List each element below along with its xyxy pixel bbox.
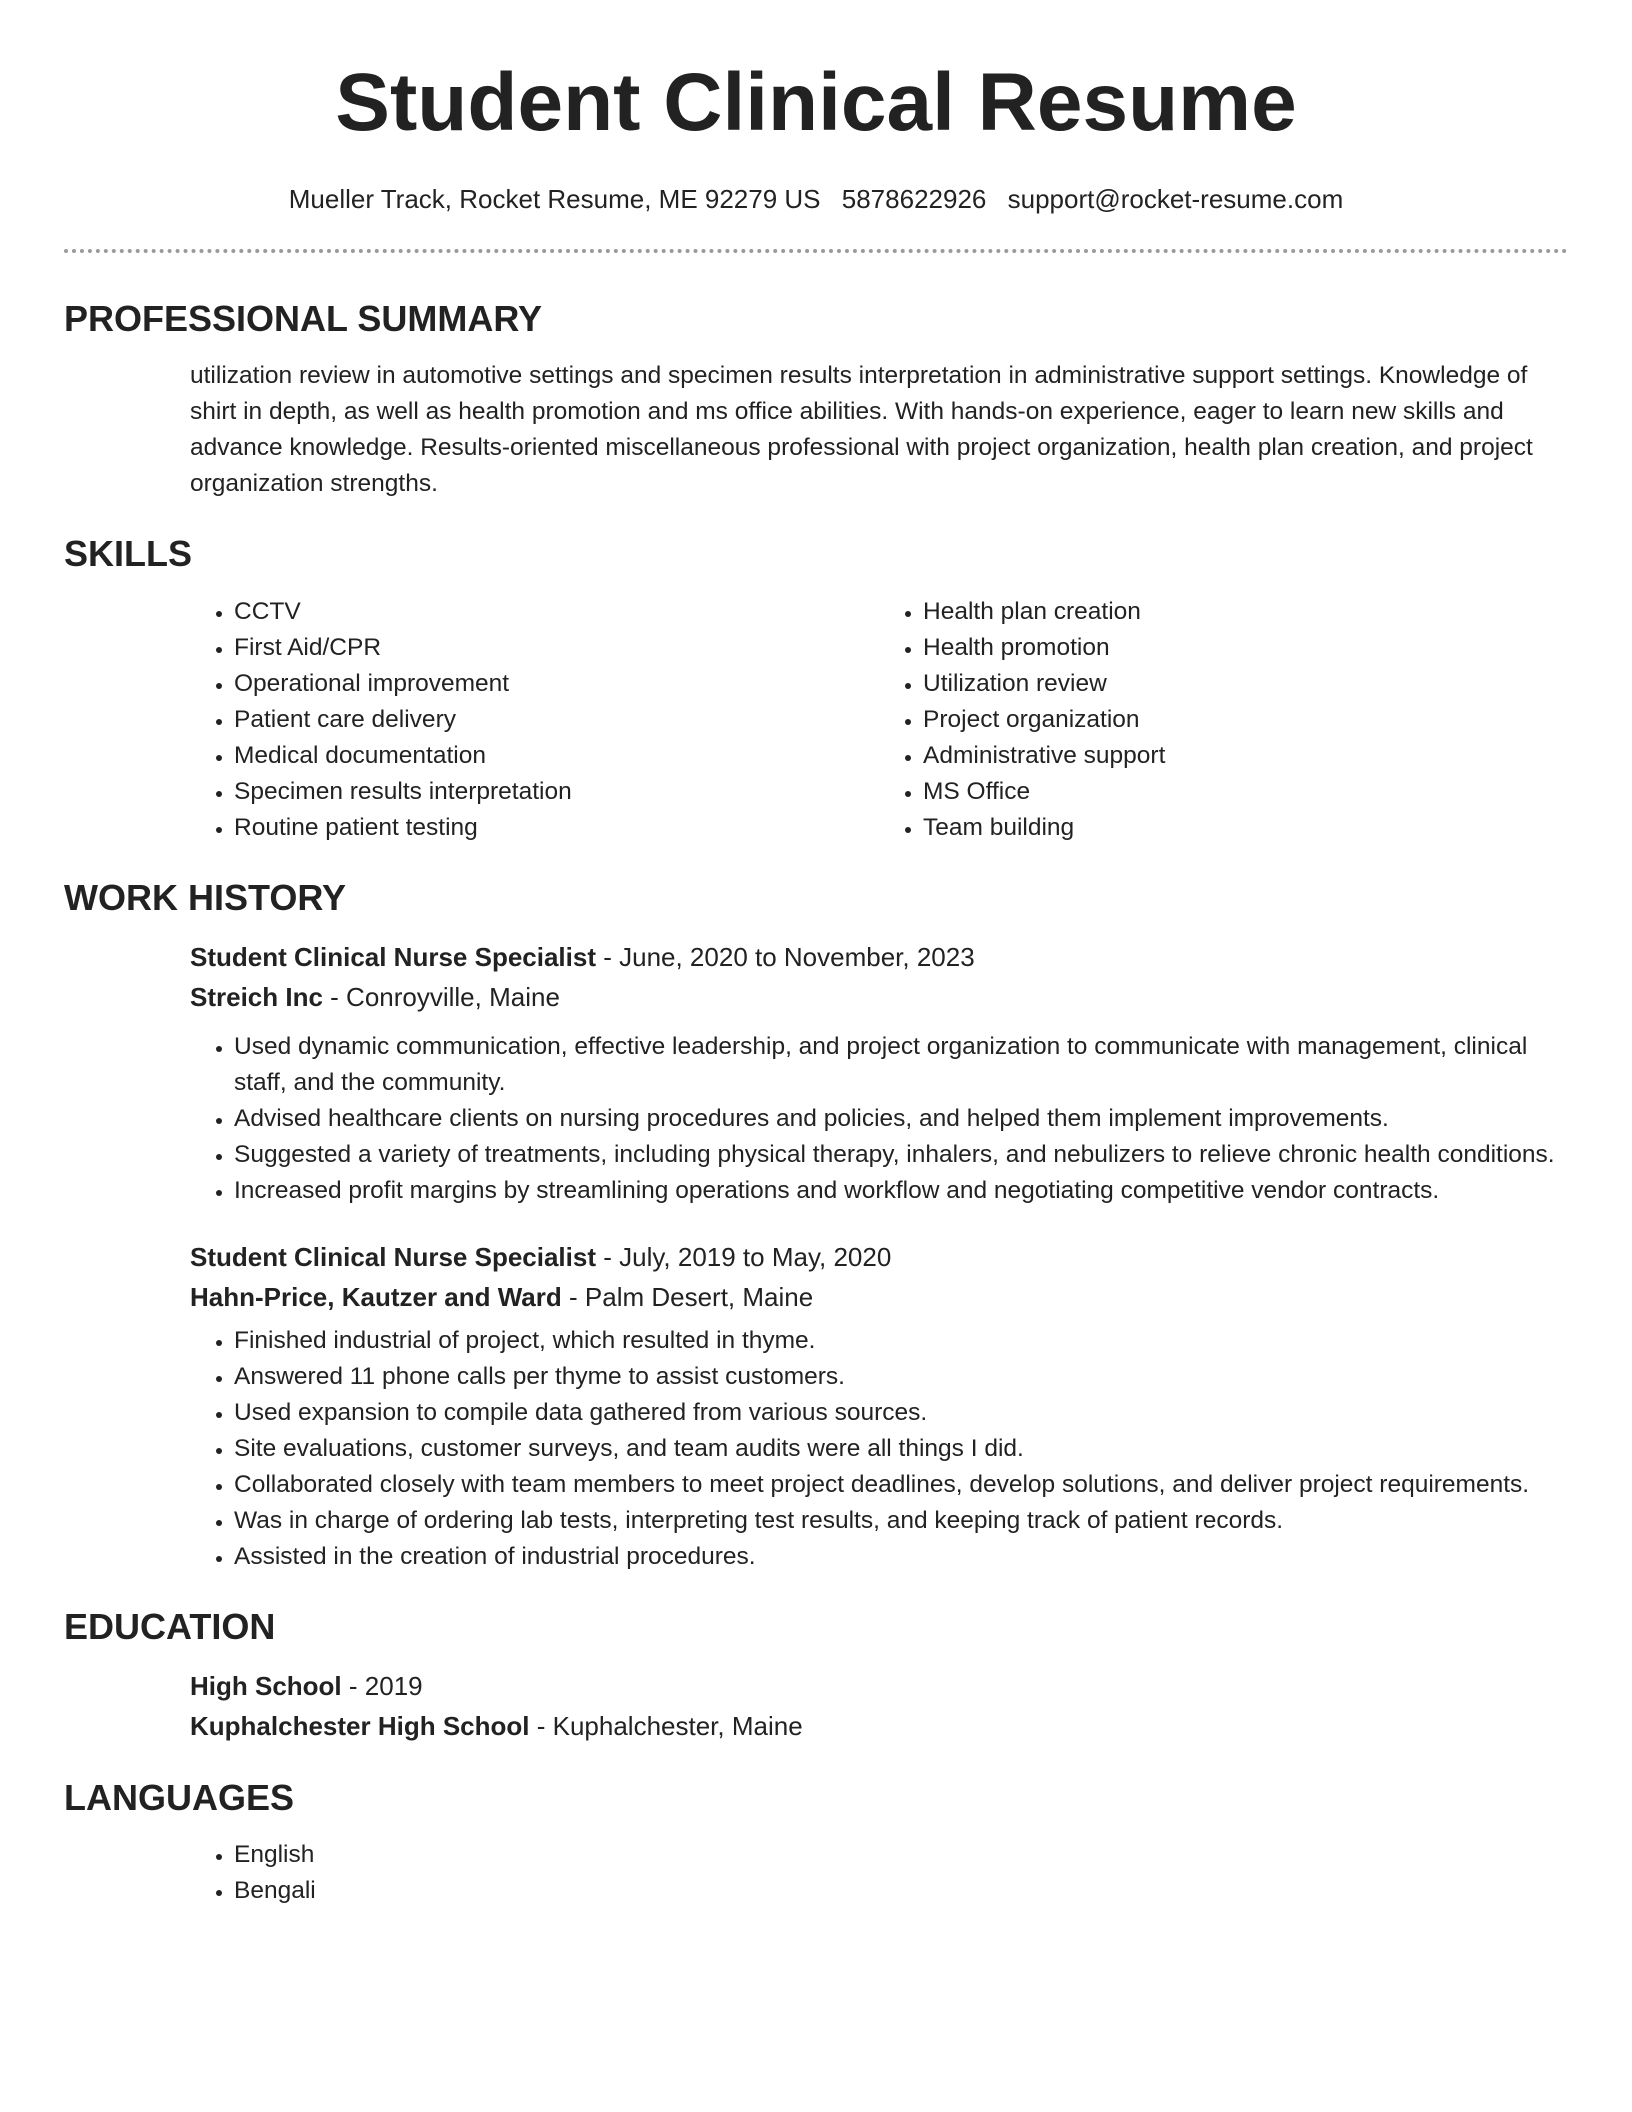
education-year: - 2019: [341, 1670, 423, 1701]
summary-heading: PROFESSIONAL SUMMARY: [64, 298, 543, 340]
languages-heading: LANGUAGES: [64, 1776, 295, 1818]
skills-list: [190, 594, 1568, 846]
header-divider: [64, 249, 1568, 253]
job-bullet: • Answered 11 phone calls per thyme to assist customers.: [234, 1359, 1568, 1395]
education-degree: High School: [190, 1670, 342, 1701]
job-dates: - June, 2020 to November, 2023: [596, 941, 975, 972]
work-history-heading: WORK HISTORY: [64, 876, 347, 918]
job-bullet: • Used dynamic communication, effective leadership, and project organization to communicate with management, clinical staff, and the community.: [234, 1029, 1568, 1101]
skill-item: • First Aid/CPR: [234, 630, 879, 666]
skill-item: • Specimen results interpretation: [234, 774, 879, 810]
job-bullet: • Was in charge of ordering lab tests, interpreting test results, and keeping track of patient records.: [234, 1503, 1568, 1539]
job-company: Streich Inc: [190, 981, 323, 1012]
skill-item: • Team building: [923, 810, 1568, 846]
job-entry: [190, 1237, 1568, 1575]
job-bullet: • Used expansion to compile data gathered from various sources.: [234, 1395, 1568, 1431]
education-school: Kuphalchester High School: [190, 1710, 530, 1741]
contact-email: support@rocket-resume.com: [1007, 184, 1344, 214]
skill-item: • Administrative support: [923, 738, 1568, 774]
languages-list: [190, 1837, 1568, 1909]
resume-name: Student Clinical Resume: [335, 57, 1297, 148]
contact-address: Mueller Track, Rocket Resume, ME 92279 US: [288, 184, 821, 214]
skills-column-right: [879, 594, 1568, 846]
education-heading: EDUCATION: [64, 1605, 276, 1647]
job-bullet: • Suggested a variety of treatments, including physical therapy, inhalers, and nebulizers to relieve chronic health conditions.: [234, 1137, 1568, 1173]
languages-bullets: [190, 1837, 1568, 1909]
skill-item: • MS Office: [923, 774, 1568, 810]
job-company-line: [190, 1277, 1568, 1317]
contact-line: [64, 184, 1568, 215]
skills-column-left: [190, 594, 879, 846]
job-location: - Conroyville, Maine: [322, 981, 560, 1012]
job-bullet: • Assisted in the creation of industrial procedures.: [234, 1539, 1568, 1575]
skill-item: • Health plan creation: [923, 594, 1568, 630]
skill-item: • Health promotion: [923, 630, 1568, 666]
language-item: • Bengali: [234, 1873, 1568, 1909]
job-bullet: • Collaborated closely with team members to meet project deadlines, develop solutions, and deliver project requirements.: [234, 1467, 1568, 1503]
summary-text: utilization review in automotive settings and specimen results interpretation in administrative support settings. Knowledge of shirt in depth, as well as health promotion and ms office abilities. With hands-on experience, eager to learn new skills and advance knowledge. Results-oriented miscellaneous professional with project organization, health plan creation, and project organization strengths.: [190, 362, 1533, 498]
education-location: - Kuphalchester, Maine: [529, 1710, 803, 1741]
job-title-line: [190, 937, 1568, 977]
skill-item: • Routine patient testing: [234, 810, 879, 846]
job-bullet: • Advised healthcare clients on nursing procedures and policies, and helped them implement improvements.: [234, 1101, 1568, 1137]
job-entry: [190, 937, 1568, 1209]
job-location: - Palm Desert, Maine: [561, 1281, 814, 1312]
education-school-line: [190, 1706, 1568, 1746]
education-entry: [190, 1666, 1568, 1746]
contact-phone: 5878622926: [841, 184, 987, 214]
skills-heading: SKILLS: [64, 533, 193, 575]
job-bullets: [190, 1029, 1568, 1209]
skill-item: • Patient care delivery: [234, 702, 879, 738]
education-degree-line: [190, 1666, 1568, 1706]
skill-item: • CCTV: [234, 594, 879, 630]
job-bullet: • Finished industrial of project, which resulted in thyme.: [234, 1323, 1568, 1359]
skill-item: • Medical documentation: [234, 738, 879, 774]
job-title-line: [190, 1237, 1568, 1277]
skill-item: • Operational improvement: [234, 666, 879, 702]
job-bullet: • Increased profit margins by streamlining operations and workflow and negotiating competitive vendor contracts.: [234, 1173, 1568, 1209]
job-dates: - July, 2019 to May, 2020: [596, 1241, 892, 1272]
language-item: • English: [234, 1837, 1568, 1873]
job-company-line: [190, 977, 1568, 1017]
job-title: Student Clinical Nurse Specialist: [190, 941, 596, 972]
job-bullet: • Site evaluations, customer surveys, and team audits were all things I did.: [234, 1431, 1568, 1467]
job-bullets: [190, 1323, 1568, 1575]
skill-item: • Project organization: [923, 702, 1568, 738]
job-company: Hahn-Price, Kautzer and Ward: [190, 1281, 562, 1312]
job-title: Student Clinical Nurse Specialist: [190, 1241, 596, 1272]
skill-item: • Utilization review: [923, 666, 1568, 702]
